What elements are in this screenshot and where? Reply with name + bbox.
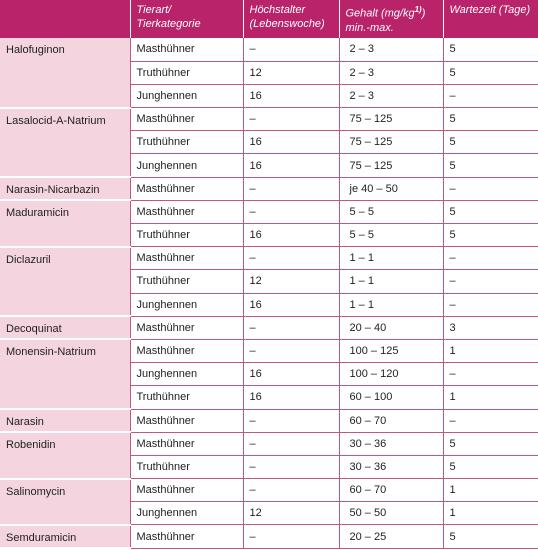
tierart-cell: Junghennen (130, 502, 243, 525)
hoechstalter-cell: 16 (243, 386, 339, 409)
gehalt-cell: 75 – 125 (339, 154, 443, 177)
hoechstalter-cell: 12 (243, 61, 339, 84)
hoechstalter-cell: – (243, 316, 339, 339)
substance-cell: Decoquinat (0, 316, 130, 339)
tierart-cell: Masthühner (130, 409, 243, 432)
wartezeit-cell: 5 (443, 455, 538, 478)
gehalt-cell: 60 – 70 (339, 479, 443, 502)
gehalt-cell: 20 – 40 (339, 316, 443, 339)
gehalt-cell: 2 – 3 (339, 61, 443, 84)
hoechstalter-cell: – (243, 38, 339, 61)
gehalt-cell: 5 – 5 (339, 224, 443, 247)
gehalt-cell: 75 – 125 (339, 131, 443, 154)
substance-cell: Salinomycin (0, 479, 130, 525)
tierart-cell: Masthühner (130, 316, 243, 339)
gehalt-cell: 50 – 50 (339, 502, 443, 525)
gehalt-cell: 20 – 25 (339, 525, 443, 548)
wartezeit-cell: 5 (443, 154, 538, 177)
gehalt-cell: 60 – 100 (339, 386, 443, 409)
hoechstalter-cell: – (243, 339, 339, 362)
gehalt-cell: 5 – 5 (339, 200, 443, 223)
table-row (0, 316, 538, 339)
gehalt-cell: 30 – 36 (339, 455, 443, 478)
wartezeit-cell: – (443, 247, 538, 270)
hoechstalter-cell: 16 (243, 224, 339, 247)
hoechstalter-cell: – (243, 247, 339, 270)
gehalt-cell: 2 – 3 (339, 84, 443, 107)
header-substance (0, 0, 130, 38)
gehalt-cell: 75 – 125 (339, 108, 443, 131)
tierart-cell: Masthühner (130, 177, 243, 200)
gehalt-cell: 2 – 3 (339, 38, 443, 61)
table-row (0, 177, 538, 200)
tierart-cell: Truthühner (130, 455, 243, 478)
tierart-cell: Truthühner (130, 61, 243, 84)
wartezeit-cell: 5 (443, 200, 538, 223)
wartezeit-cell: 5 (443, 131, 538, 154)
header-row (0, 0, 538, 38)
wartezeit-cell: 5 (443, 61, 538, 84)
substance-cell: Diclazuril (0, 247, 130, 317)
hoechstalter-cell: 16 (243, 363, 339, 386)
gehalt-cell: 100 – 120 (339, 363, 443, 386)
tierart-cell: Truthühner (130, 270, 243, 293)
tierart-cell: Junghennen (130, 363, 243, 386)
hoechstalter-cell: – (243, 409, 339, 432)
substance-cell: Semduramicin (0, 525, 130, 548)
table-row (0, 200, 538, 223)
wartezeit-cell: 1 (443, 479, 538, 502)
wartezeit-cell: – (443, 409, 538, 432)
substance-cell: Lasalocid-A-Natrium (0, 108, 130, 178)
gehalt-cell: 1 – 1 (339, 293, 443, 316)
tierart-cell: Masthühner (130, 432, 243, 455)
gehalt-cell: 1 – 1 (339, 247, 443, 270)
wartezeit-cell: 5 (443, 224, 538, 247)
tierart-cell: Masthühner (130, 108, 243, 131)
wartezeit-cell: 5 (443, 108, 538, 131)
wartezeit-cell: 1 (443, 386, 538, 409)
table-row (0, 525, 538, 548)
table-body (0, 38, 538, 548)
hoechstalter-cell: – (243, 455, 339, 478)
header-gehalt (339, 0, 443, 38)
gehalt-cell: 60 – 70 (339, 409, 443, 432)
tierart-cell: Truthühner (130, 224, 243, 247)
tierart-cell: Truthühner (130, 131, 243, 154)
tierart-cell: Junghennen (130, 84, 243, 107)
tierart-cell: Junghennen (130, 154, 243, 177)
hoechstalter-cell: 12 (243, 270, 339, 293)
substance-cell: Robenidin (0, 432, 130, 478)
hoechstalter-cell: – (243, 177, 339, 200)
table-row (0, 432, 538, 455)
gehalt-cell: 100 – 125 (339, 339, 443, 362)
hoechstalter-cell: 16 (243, 84, 339, 107)
table-row (0, 38, 538, 61)
tierart-cell: Masthühner (130, 479, 243, 502)
gehalt-cell: je 40 – 50 (339, 177, 443, 200)
header-hoechstalter: Höchstalter (Lebenswoche) (243, 0, 339, 38)
tierart-cell: Masthühner (130, 200, 243, 223)
header-wartezeit: Wartezeit (Tage) (443, 0, 538, 38)
substance-cell: Halofuginon (0, 38, 130, 108)
substance-cell: Monensin-Natrium (0, 339, 130, 409)
gehalt-cell: 30 – 36 (339, 432, 443, 455)
table-row (0, 409, 538, 432)
wartezeit-cell: 5 (443, 525, 538, 548)
substance-cell: Maduramicin (0, 200, 130, 246)
hoechstalter-cell: – (243, 525, 339, 548)
wartezeit-cell: – (443, 270, 538, 293)
header-gehalt-tail: ) min.-max. (345, 7, 426, 34)
table-row (0, 108, 538, 131)
header-gehalt-main: Gehalt (mg/kg (345, 7, 415, 20)
tierart-cell: Masthühner (130, 339, 243, 362)
hoechstalter-cell: – (243, 479, 339, 502)
hoechstalter-cell: – (243, 432, 339, 455)
wartezeit-cell: 5 (443, 432, 538, 455)
wartezeit-cell: 3 (443, 316, 538, 339)
hoechstalter-cell: – (243, 200, 339, 223)
hoechstalter-cell: 16 (243, 293, 339, 316)
wartezeit-cell: – (443, 84, 538, 107)
footnote-marker: 1) (414, 5, 422, 14)
hoechstalter-cell: 12 (243, 502, 339, 525)
wartezeit-cell: – (443, 177, 538, 200)
gehalt-cell: 1 – 1 (339, 270, 443, 293)
wartezeit-cell: 1 (443, 502, 538, 525)
substance-cell: Narasin (0, 409, 130, 432)
hoechstalter-cell: 16 (243, 154, 339, 177)
tierart-cell: Masthühner (130, 38, 243, 61)
hoechstalter-cell: 16 (243, 131, 339, 154)
tierart-cell: Junghennen (130, 293, 243, 316)
wartezeit-cell: 5 (443, 38, 538, 61)
header-tierart: Tierart/ Tierkategorie (130, 0, 243, 38)
table-header (0, 0, 538, 38)
tierart-cell: Masthühner (130, 525, 243, 548)
table-row (0, 247, 538, 270)
hoechstalter-cell: – (243, 108, 339, 131)
table-row (0, 339, 538, 362)
tierart-cell: Truthühner (130, 386, 243, 409)
wartezeit-cell: – (443, 363, 538, 386)
table-row (0, 479, 538, 502)
tierart-cell: Masthühner (130, 247, 243, 270)
wartezeit-cell: – (443, 293, 538, 316)
wartezeit-cell: 1 (443, 339, 538, 362)
substance-cell: Narasin-Nicarbazin (0, 177, 130, 200)
